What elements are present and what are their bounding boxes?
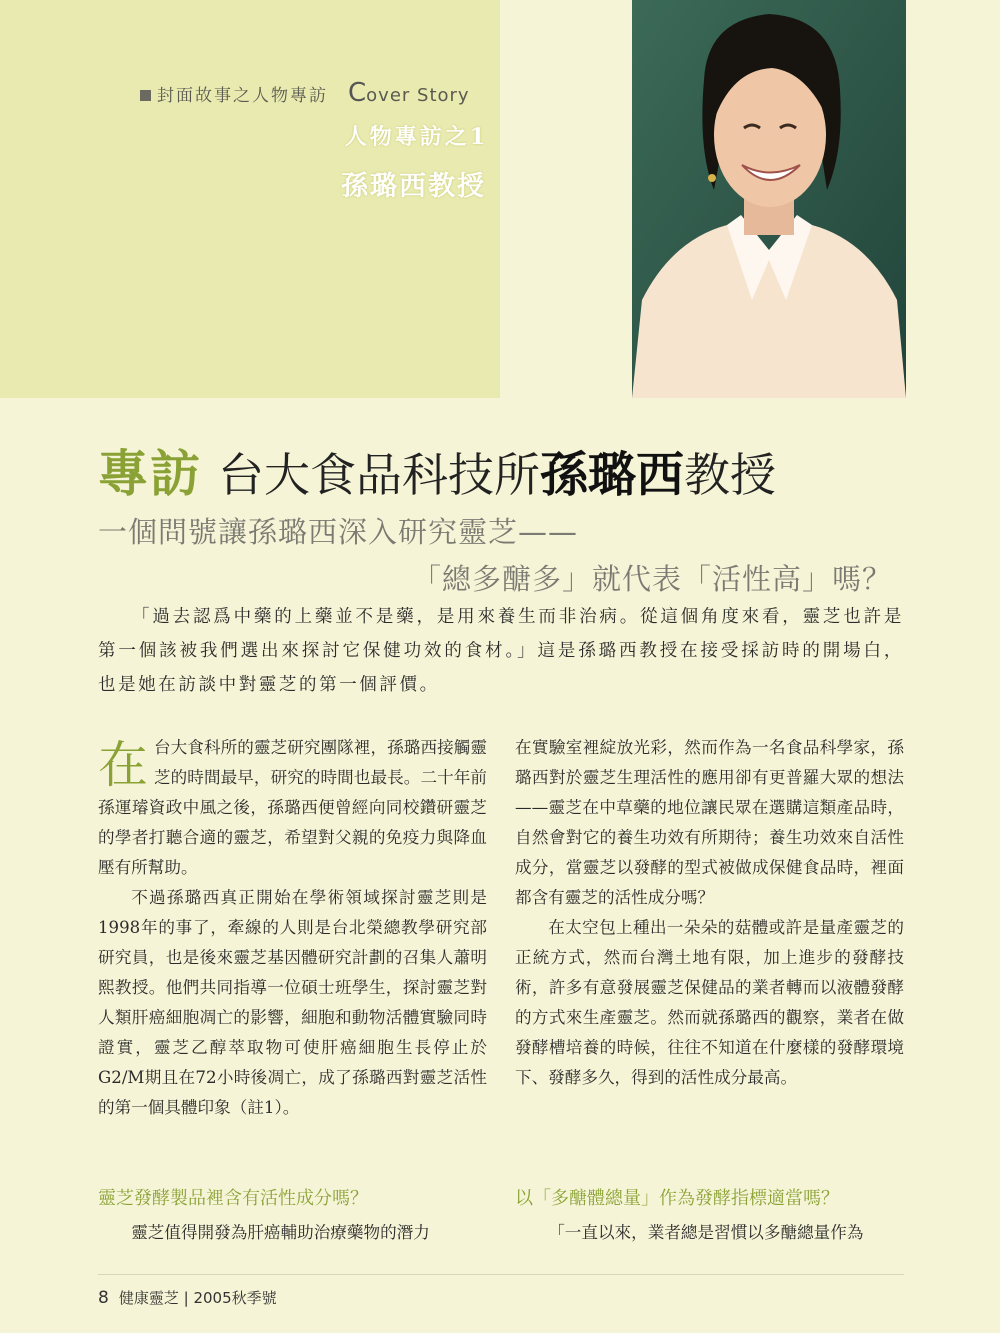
body-right-paragraph-2: 在太空包上種出一朵朵的菇體或許是量產靈芝的正統方式，然而台灣土地有限，加上進步的發酵技術，許多有意發展靈芝保健品的業者轉而以液體發酵的方式來生產靈芝。然而就孫璐西的觀察，業者在做發酵槽培養的時候，往往不知道在什麼樣的發酵環境下、發酵多久，得到的活性成分最高。 xyxy=(515,918,904,1087)
body-left-paragraph-1-text: 台大食科所的靈芝研究團隊裡，孫璐西接觸靈芝的時間最早，研究的時間也最長。二十年前孫運璿資政中風之後，孫璐西便曾經向同校鑽研靈芝的學者打聽合適的靈芝，希望對父親的免疫力與降血壓有所幫助。 xyxy=(98,738,487,877)
section-right-heading: 以「多醣體總量」作為發酵指標適當嗎？ xyxy=(515,1188,839,1209)
body-right-paragraph-1: 在實驗室裡綻放光彩，然而作為一名食品科學家，孫璐西對於靈芝生理活性的應用卻有更普羅大眾的想法——靈芝在中草藥的地位讓民眾在選購這類產品時，自然會對它的養生功效有所期待；養生功效來自活性成分，當靈芝以發酵的型式被做成保健食品時，裡面都含有靈芝的活性成分嗎？ xyxy=(515,738,904,907)
headline-title: 教授 xyxy=(684,448,777,502)
section-left-heading: 靈芝發酵製品裡含有活性成分嗎？ xyxy=(98,1188,368,1209)
portrait-illustration xyxy=(632,0,906,398)
headline-institute: 台大食品科技所 xyxy=(218,448,540,502)
section-left-text: 靈芝值得開發為肝癌輔助治療藥物的潛力 xyxy=(131,1223,430,1242)
body-column-right xyxy=(515,733,904,1093)
drop-cap: 在 xyxy=(98,736,148,794)
headline-interview-word: 專訪 xyxy=(98,444,202,503)
body-column-left xyxy=(98,733,487,1123)
body-left-paragraph-2: 不過孫璐西真正開始在學術領域探討靈芝則是1998年的事了，牽線的人則是台北榮總教學研究部研究員，也是後來靈芝基因體研究計劃的召集人蕭明熙教授。他們共同指導一位碩士班學生，探討靈芝對人類肝癌細胞凋亡的影響，細胞和動物活體實驗同時證實，靈芝乙醇萃取物可使肝癌細胞生長停止於G2/M期且在72小時後凋亡，成了孫璐西對靈芝活性的第一個具體印象（註1）。 xyxy=(98,888,487,1117)
interview-subject-name: 孫璐西教授 xyxy=(341,171,486,202)
section-left xyxy=(98,1184,487,1248)
lede-paragraph: 「過去認爲中藥的上藥並不是藥，是用來養生而非治病。從這個角度來看，靈芝也許是第一個該被我們選出來探討它保健功效的食材。」這是孫璐西教授在接受採訪時的開場白，也是她在訪談中對靈芝的第一個評價。 xyxy=(98,607,904,695)
section-tag xyxy=(140,78,470,108)
footer-divider xyxy=(98,1274,904,1275)
publication-name: 健康靈芝 xyxy=(118,1289,179,1307)
subheadline-line2: 「總多醣多」就代表「活性高」嗎？ xyxy=(411,562,892,596)
section-label: 封面故事之人物專訪 xyxy=(157,86,328,106)
body-left-paragraph-1 xyxy=(98,733,487,883)
interview-number: 人物專訪之1 xyxy=(344,124,488,150)
section-right xyxy=(515,1184,904,1248)
subheadline-line1: 一個問號讓孫璐西深入研究靈芝—— xyxy=(98,515,579,549)
square-bullet-icon xyxy=(140,90,151,101)
cover-story-initial: C xyxy=(348,78,367,108)
footer-separator: | xyxy=(183,1289,189,1307)
headline-name: 孫璐西 xyxy=(540,447,685,503)
section-right-text: 「一直以來，業者總是習慣以多醣總量作為 xyxy=(548,1223,864,1242)
page-number: 8 xyxy=(98,1288,109,1308)
portrait-photo xyxy=(632,0,906,398)
cover-story-label: over Story xyxy=(366,85,470,106)
page-footer xyxy=(98,1287,277,1308)
issue-label: 2005秋季號 xyxy=(193,1289,277,1307)
headline xyxy=(98,434,776,506)
